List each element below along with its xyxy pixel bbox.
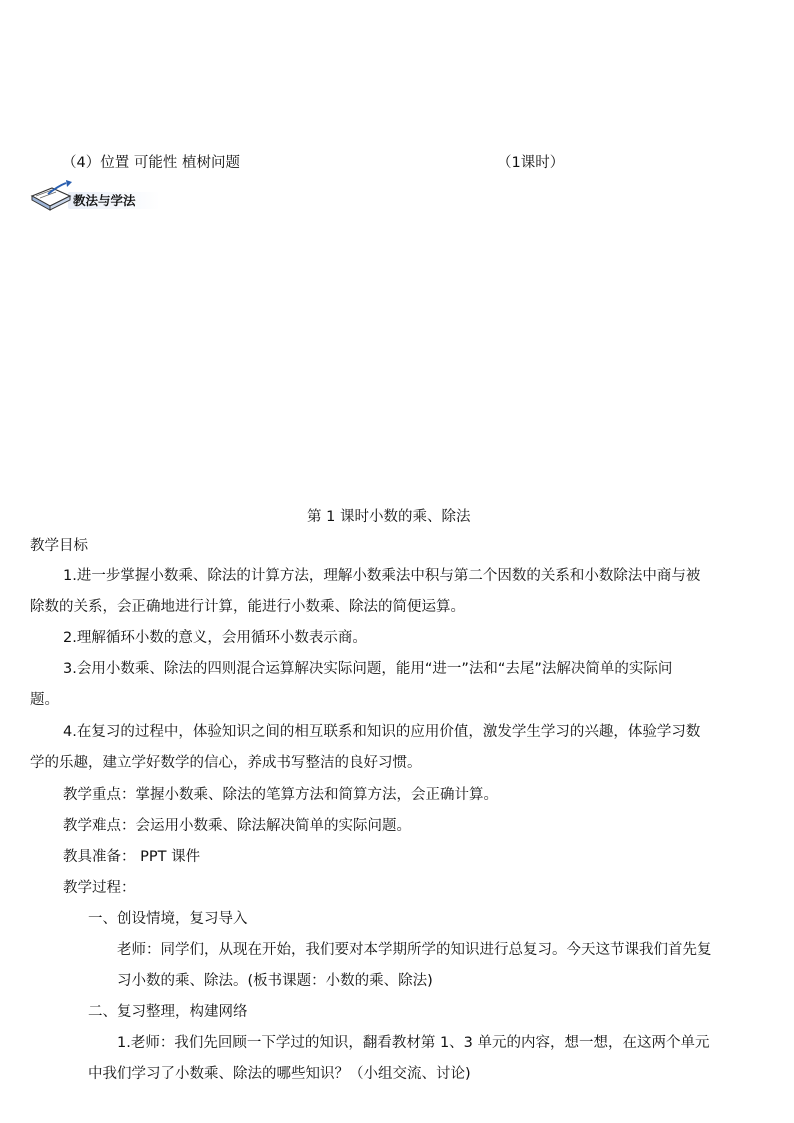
objective-1-line2: 除数的关系，会正确地进行计算，能进行小数乘、除法的简便运算。: [30, 599, 465, 615]
book-arrow-icon: [30, 180, 76, 214]
objective-1-line1: 1.进一步掌握小数乘、除法的计算方法，理解小数乘法中积与第二个因数的关系和小数除法中商与被: [63, 568, 701, 584]
step1-line2: 习小数的乘、除法。(板书课题：小数的乘、除法): [117, 973, 433, 989]
section-badge: [30, 180, 160, 214]
unit-period: （1课时）: [497, 155, 565, 171]
objectives-heading: 教学目标: [30, 538, 88, 554]
step2-heading: 二、复习整理，构建网络: [88, 1004, 248, 1020]
objective-4-line1: 4.在复习的过程中，体验知识之间的相互联系和知识的应用价值，激发学生学习的兴趣，体验学习数: [63, 724, 701, 740]
unit-item: （4）位置 可能性 植树问题: [62, 155, 240, 171]
step1-heading: 一、创设情境，复习导入: [88, 911, 248, 927]
badge-label: 教法与学法: [73, 193, 136, 208]
objective-2: 2.理解循环小数的意义，会用循环小数表示商。: [63, 630, 367, 646]
step1-line1: 老师：同学们，从现在开始，我们要对本学期所学的知识进行总复习。今天这节课我们首先复: [117, 942, 712, 958]
objective-4-line2: 学的乐趣，建立学好数学的信心，养成书写整洁的良好习惯。: [30, 755, 422, 771]
lesson-title: 第 1 课时小数的乘、除法: [307, 509, 471, 525]
key-points: 教学重点：掌握小数乘、除法的笔算方法和简算方法，会正确计算。: [63, 787, 498, 803]
objective-3-line2: 题。: [30, 692, 59, 708]
process-heading: 教学过程：: [63, 880, 136, 896]
objective-3-line1: 3.会用小数乘、除法的四则混合运算解决实际问题，能用“进一”法和“去尾”法解决简单的实际问: [63, 661, 673, 677]
step2-line1: 1.老师：我们先回顾一下学过的知识，翻看教材第 1、3 单元的内容，想一想，在这两个单元: [117, 1035, 710, 1051]
difficulties: 教学难点：会运用小数乘、除法解决简单的实际问题。: [63, 818, 411, 834]
materials: 教具准备： PPT 课件: [63, 849, 201, 865]
step2-line2: 中我们学习了小数乘、除法的哪些知识？（小组交流、讨论): [88, 1066, 471, 1082]
